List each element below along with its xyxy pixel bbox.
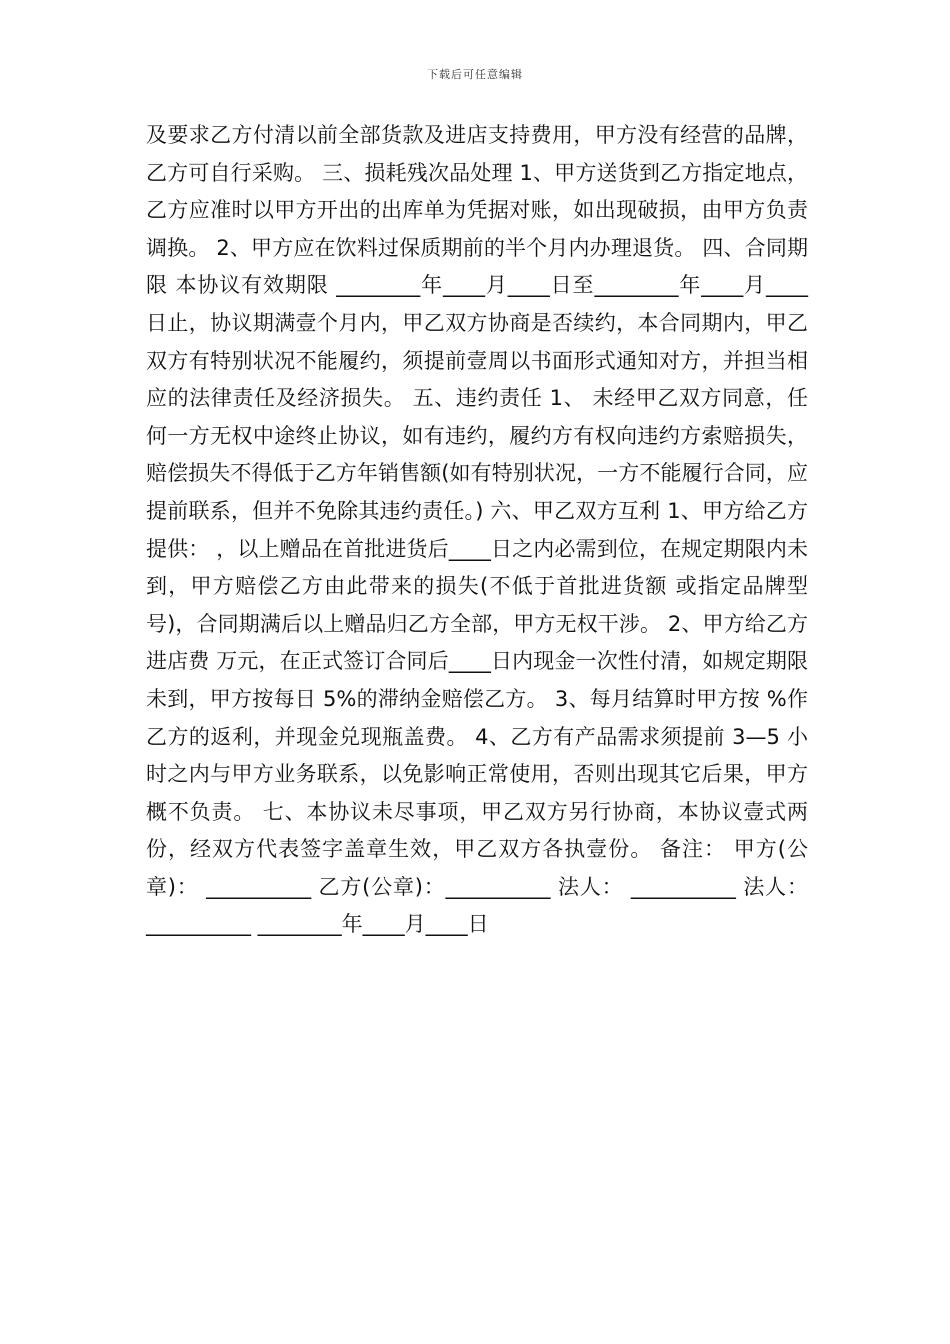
document-body-text: 及要求乙方付清以前全部货款及进店支持费用，甲方没有经营的品牌，乙方可自行采购。 三、损耗残次品处理 1、甲方送货到乙方指定地点，乙方应准时以甲方开出的出库单为凭据对账，如出现破损，由甲方负责调换。 2、甲方应在饮料过保质期前的半个月内办理退货。 四、合同期限 本协议有效期限 ________年____月____日至________年____月____日止，协议期满壹个月内，甲乙双方协商是否续约，本合同期内，甲乙双方有特别状况不能履约，须提前壹周以书面形式通知对方，并担当相应的法律责任及经济损失。 五、违约责任 1、 未经甲乙双方同意，任何一方无权中途终止协议，如有违约，履约方有权向违约方索赔损失，赔偿损失不得低于乙方年销售额(如有特别状况，一方不能履行合同，应提前联系，但并不免除其违约责任。) 六、甲乙双方互利 1、甲方给乙方提供： ，以上赠品在首批进货后____日之内必需到位，在规定期限内未到，甲方赔偿乙方由此带来的损失(不低于首批进货额 或指定品牌型号)，合同期满后以上赠品归乙方全部，甲方无权干涉。 2、甲方给乙方进店费 万元，在正式签订合同后____日内现金一次性付清，如规定期限未到，甲方按每日 5%的滞纳金赔偿乙方。 3、每月结算时甲方按 %作乙方的返利，并现金兑现瓶盖费。 4、乙方有产品需求须提前 3—5 小时之内与甲方业务联系，以免影响正常使用，否则出现其它后果，甲方概不负责。 七、本协议未尽事项，甲乙双方另行协商，本协议壹式两份，经双方代表签字盖章生效，甲乙双方各执壹份。 备注： 甲方(公章)： __________ 乙方(公章)：__________ 法人： __________ 法人： __________ ________年____月____日	[146, 123, 808, 937]
page-header: 下载后可任意编辑	[427, 68, 523, 81]
